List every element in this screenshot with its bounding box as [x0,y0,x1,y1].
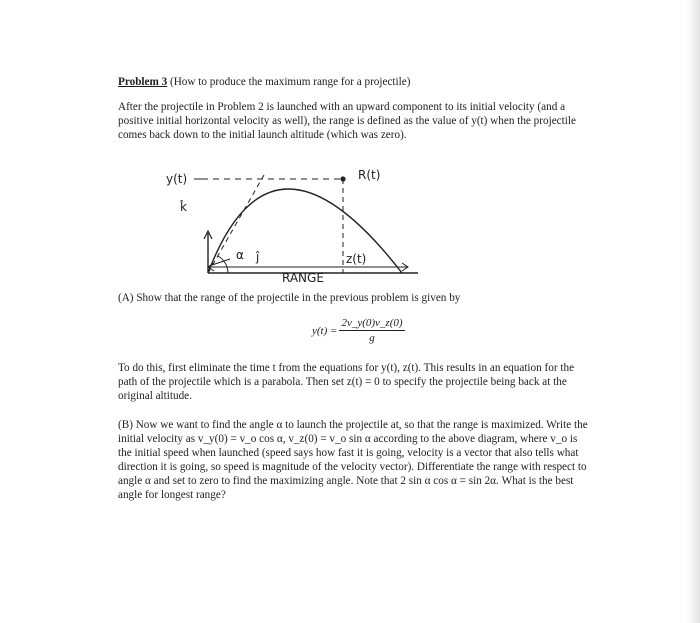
part-b-paragraph: (B) Now we want to find the angle α to launch the projectile at, so that the range is maximized. Write the initial velocity as v_y(0) = v_o cos α, v_z(0) = v_o sin α according to the above diagram, where v_o is the initial speed when launched (speed says how fast it is going, velocity is a vector that also tells what direction it is going, so speed is magnitude of the velocity vector). Differentiate the range with respect to angle α and set to zero to find the maximizing angle. Note that 2 sin α cos α = sin 2α. What is the best angle for longest range? [118,419,588,501]
problem-title-text: (How to produce the maximum range for a projectile) [167,76,411,88]
label-alpha: α [236,248,244,262]
label-k-hat: k̂ [180,200,187,214]
equation-lhs: y(t) = [312,324,338,337]
projectile-diagram [160,155,420,283]
equation-denominator: g [369,332,375,344]
projectile-point [340,176,345,181]
problem-title [118,75,410,89]
label-zt: z(t) [346,252,367,266]
equation-fraction [339,317,404,344]
range-equation [312,317,405,344]
label-range: RANGE [282,271,324,283]
angle-arc [218,256,228,273]
label-Rt: R(t) [358,168,381,182]
problem-number: Problem 3 [118,76,168,88]
label-j-hat: ĵ [256,250,260,264]
part-a-instructions: To do this, first eliminate the time t from the equations for y(t), z(t). This results in an equation for the path of the projectile which is a parabola. Then set z(t) = 0 to specify the projectile being back at the original altitude. [118,362,575,402]
page-edge [686,0,700,623]
equation-numerator: 2v_y(0)v_z(0) [341,317,403,329]
label-yt: y(t) [166,172,188,186]
intro-paragraph: After the projectile in Problem 2 is launched with an upward component to its initial velocity (and a positive initial horizontal velocity as well), the range is defined as the value of y(t) when the projectile comes back down to the initial launch altitude (which was zero). [118,101,576,141]
part-a-prompt: (A) Show that the range of the projectile in the previous problem is given by [118,292,461,304]
